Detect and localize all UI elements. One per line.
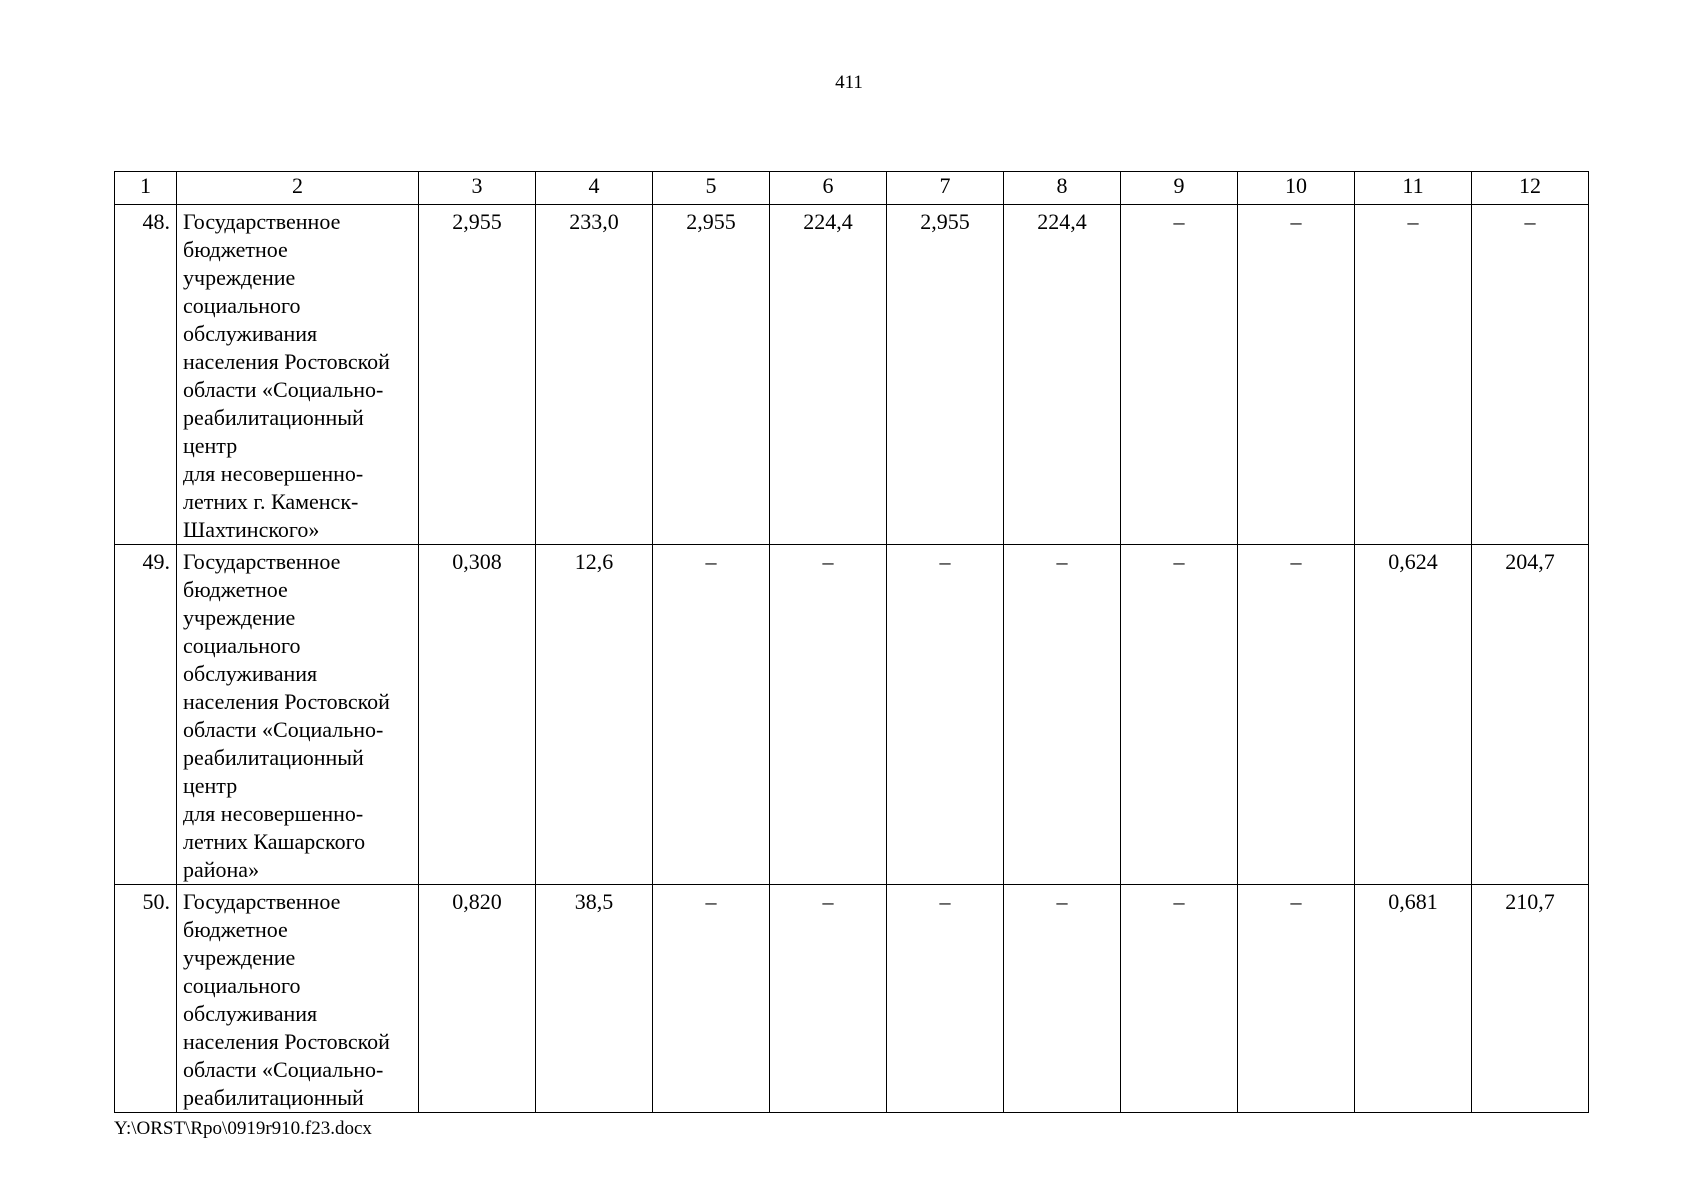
column-header: 5 — [653, 172, 770, 205]
column-header: 10 — [1238, 172, 1355, 205]
column-header: 11 — [1355, 172, 1472, 205]
table-header-row — [115, 172, 1589, 205]
table-cell: 12,6 — [536, 545, 653, 885]
table-cell: – — [1121, 205, 1238, 545]
footer-file-path: Y:\ORST\Rpo\0919r910.f23.docx — [114, 1118, 372, 1139]
table-cell: – — [1004, 885, 1121, 1113]
table-cell: – — [1004, 545, 1121, 885]
table-cell: – — [653, 545, 770, 885]
table-cell: 2,955 — [887, 205, 1004, 545]
table-cell: 0,308 — [419, 545, 536, 885]
table-cell: 0,681 — [1355, 885, 1472, 1113]
table-cell: – — [1238, 205, 1355, 545]
data-table — [114, 171, 1589, 1113]
table-cell: – — [887, 545, 1004, 885]
column-header: 4 — [536, 172, 653, 205]
column-header: 6 — [770, 172, 887, 205]
row-number: 50. — [115, 885, 177, 1113]
table-cell: – — [1238, 545, 1355, 885]
table-cell: – — [770, 545, 887, 885]
table-cell: 204,7 — [1472, 545, 1589, 885]
table-row — [115, 885, 1589, 1113]
table-cell: – — [1238, 885, 1355, 1113]
column-header: 3 — [419, 172, 536, 205]
table-cell: – — [1472, 205, 1589, 545]
row-number: 49. — [115, 545, 177, 885]
table-cell: – — [1121, 545, 1238, 885]
table-cell: – — [1355, 205, 1472, 545]
column-header: 7 — [887, 172, 1004, 205]
row-number: 48. — [115, 205, 177, 545]
table-cell: – — [887, 885, 1004, 1113]
table-cell: – — [653, 885, 770, 1113]
table-cell: 210,7 — [1472, 885, 1589, 1113]
institution-name: Государственное бюджетное учреждение социального обслуживания населения Ростовской области «Социально- реабилитационный — [177, 885, 419, 1113]
table-cell: 224,4 — [770, 205, 887, 545]
page-number: 411 — [835, 72, 863, 93]
table-cell: 2,955 — [653, 205, 770, 545]
column-header: 2 — [177, 172, 419, 205]
table-cell: 224,4 — [1004, 205, 1121, 545]
column-header: 8 — [1004, 172, 1121, 205]
institution-name: Государственное бюджетное учреждение социального обслуживания населения Ростовской области «Социально- реабилитационный центр для несовершенно- летних г. Каменск- Шахтинского» — [177, 205, 419, 545]
column-header: 9 — [1121, 172, 1238, 205]
table-cell: 0,820 — [419, 885, 536, 1113]
table-cell: 0,624 — [1355, 545, 1472, 885]
table-cell: 2,955 — [419, 205, 536, 545]
column-header: 12 — [1472, 172, 1589, 205]
institution-name: Государственное бюджетное учреждение социального обслуживания населения Ростовской области «Социально- реабилитационный центр для несовершенно- летних Кашарского района» — [177, 545, 419, 885]
table-row — [115, 545, 1589, 885]
table-cell: – — [1121, 885, 1238, 1113]
table-cell: 233,0 — [536, 205, 653, 545]
table-cell: – — [770, 885, 887, 1113]
column-header: 1 — [115, 172, 177, 205]
table-cell: 38,5 — [536, 885, 653, 1113]
table-row — [115, 205, 1589, 545]
